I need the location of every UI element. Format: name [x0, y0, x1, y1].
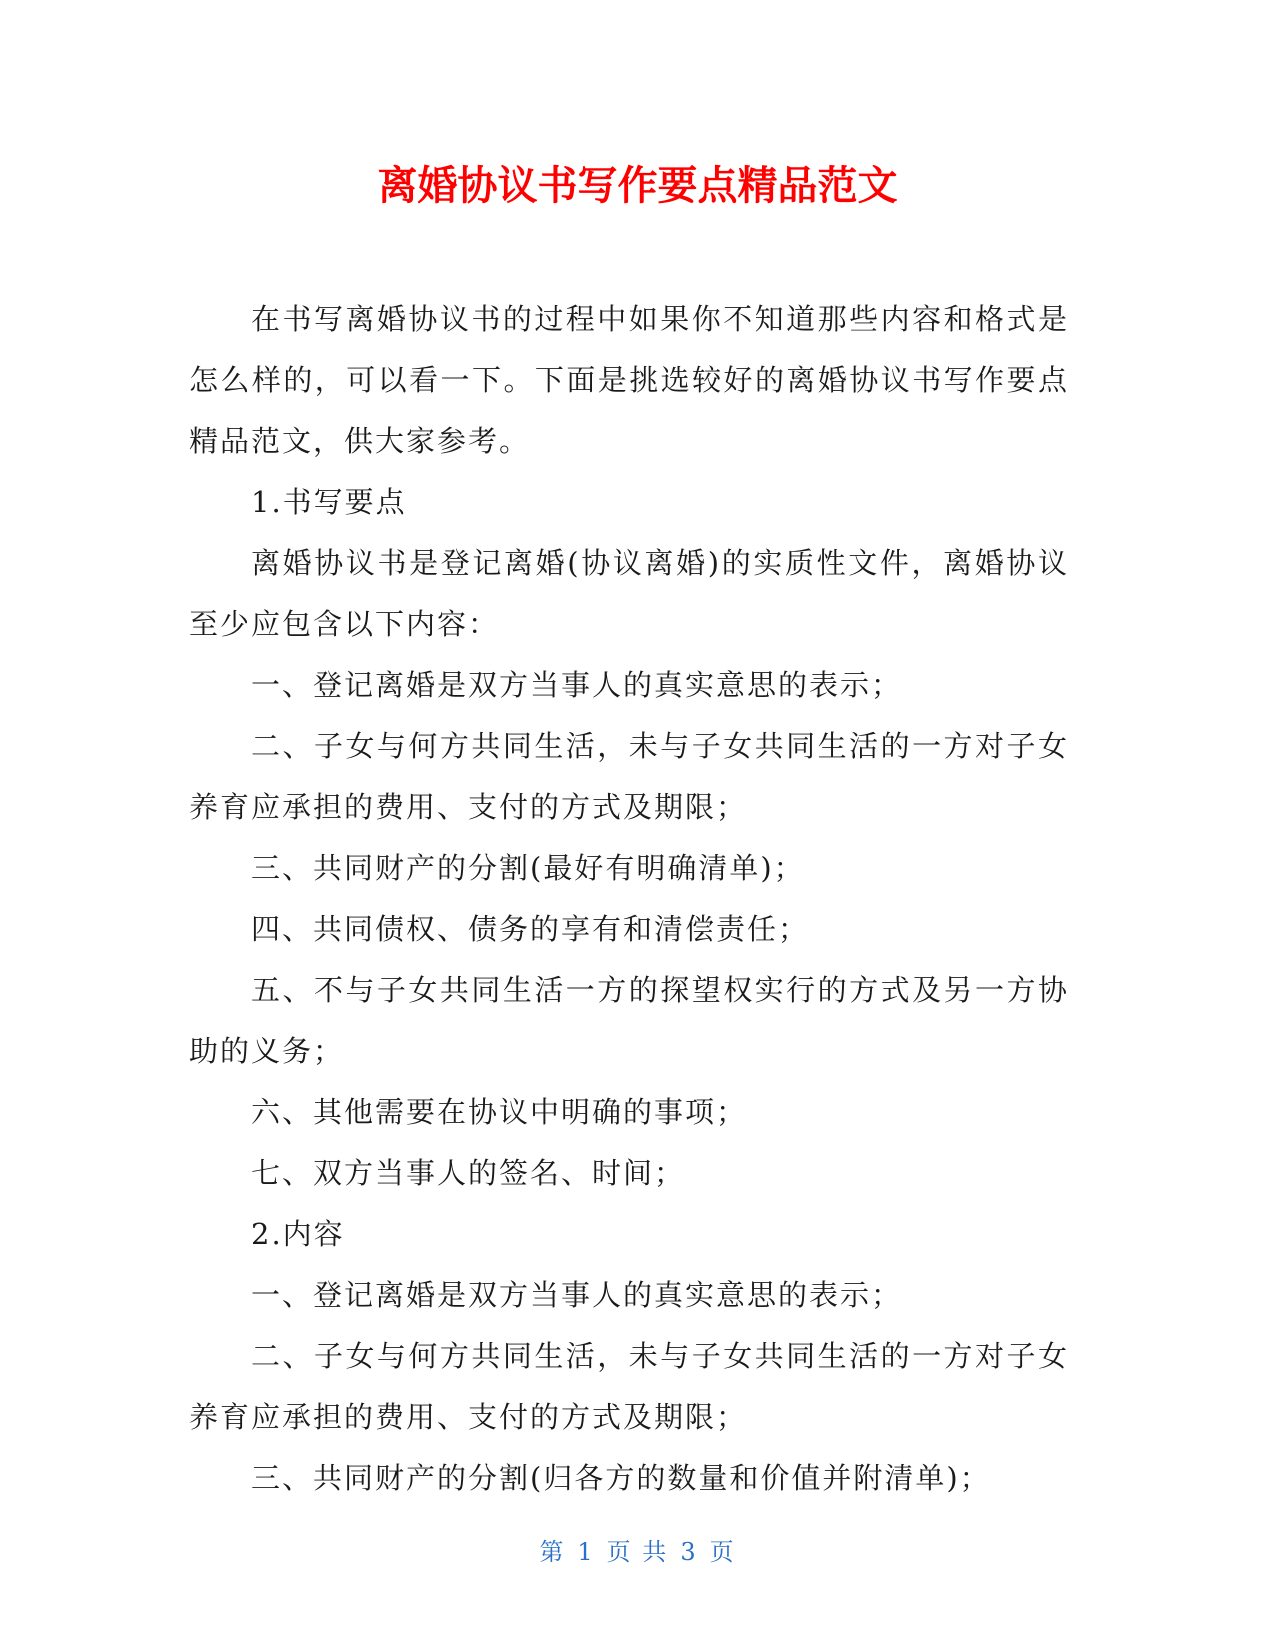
list-item: 四、共同债权、债务的享有和清偿责任； [251, 912, 810, 946]
paragraph: 离婚协议书是登记离婚(协议离婚)的实质性文件，离婚协议至少应包含以下内容： [189, 546, 1069, 641]
document-body [189, 289, 1069, 1509]
footer-total-pages: 3 [680, 1538, 698, 1566]
list-item: 七、双方当事人的签名、时间； [251, 1156, 686, 1190]
list-item: 二、子女与何方共同生活，未与子女共同生活的一方对子女养育应承担的费用、支付的方式及期限； [189, 1339, 1069, 1434]
list-item: 六、其他需要在协议中明确的事项； [251, 1095, 748, 1129]
list-item: 二、子女与何方共同生活，未与子女共同生活的一方对子女养育应承担的费用、支付的方式及期限； [189, 729, 1069, 824]
paragraph: 在书写离婚协议书的过程中如果你不知道那些内容和格式是怎么样的，可以看一下。下面是挑选较好的离婚协议书写作要点精品范文，供大家参考。 [189, 302, 1069, 458]
list-item: 五、不与子女共同生活一方的探望权实行的方式及另一方协助的义务； [189, 973, 1069, 1068]
section-heading: 1.书写要点 [251, 485, 407, 519]
footer-prefix: 第 [539, 1538, 566, 1566]
list-item: 一、登记离婚是双方当事人的真实意思的表示； [251, 668, 903, 702]
list-item: 三、共同财产的分割(最好有明确清单)； [251, 851, 805, 885]
page-footer [0, 1535, 1275, 1569]
footer-page-number: 1 [577, 1538, 595, 1566]
footer-suffix: 页 [709, 1538, 736, 1566]
footer-middle: 页 共 [606, 1538, 669, 1566]
list-item: 一、登记离婚是双方当事人的真实意思的表示； [251, 1278, 903, 1312]
section-heading: 2.内容 [251, 1217, 345, 1251]
document-title: 离婚协议书写作要点精品范文 [377, 163, 898, 209]
list-item: 三、共同财产的分割(归各方的数量和价值并附清单)； [251, 1461, 991, 1495]
